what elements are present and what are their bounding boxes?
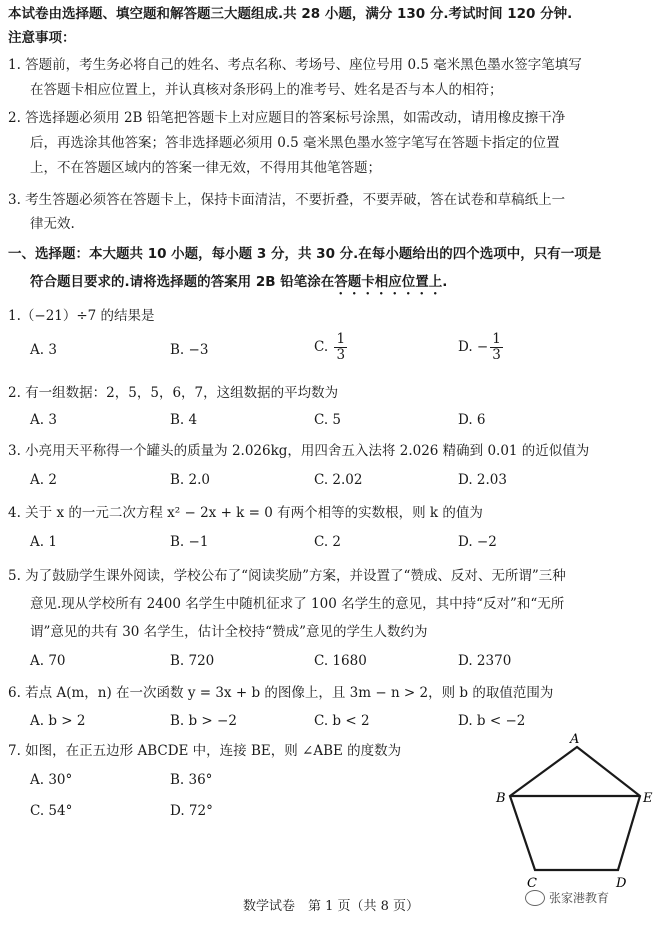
option-c: C. 5 <box>314 412 342 428</box>
emphasis-text: 答题卡相应位置上 <box>334 274 443 290</box>
vertex-label-c: C <box>527 876 537 890</box>
watermark <box>525 888 609 908</box>
notes-title: 注意事项： <box>8 30 76 46</box>
note-1-line-1: 1. 答题前，考生务必将自己的姓名、考点名称、考场号、座位号用 0.5 毫米黑色墨水签字笔填写 <box>8 57 582 73</box>
vertex-label-a: A <box>570 732 580 747</box>
pentagon-outline <box>510 747 640 870</box>
vertex-label-e: E <box>643 791 653 806</box>
option-c: C. b < 2 <box>314 713 370 729</box>
option-d: D. 2.03 <box>458 472 507 488</box>
note-3-line-1: 3. 考生答题必须答在答题卡上，保持卡面清洁，不要折叠，不要弄破，答在试卷和草稿纸上一 <box>8 192 566 208</box>
question-2-options <box>0 410 662 432</box>
option-a: A. 30° <box>30 772 73 788</box>
section-heading-end: . <box>442 274 448 290</box>
question-2-stem: 2. 有一组数据：2，5，5，6，7，这组数据的平均数为 <box>8 385 339 401</box>
question-7-stem: 7. 如图，在正五边形 ABCDE 中，连接 BE，则 ∠ABE 的度数为 <box>8 743 402 759</box>
question-3-stem: 3. 小亮用天平称得一个罐头的质量为 2.026kg，用四舍五入法将 2.026 精确到 0.01 的近似值为 <box>8 443 590 459</box>
question-5-options <box>0 651 662 673</box>
question-7-options-row-1 <box>0 770 400 792</box>
option-d: D. −2 <box>458 534 497 550</box>
fraction: $\frac{1}{3}$ <box>336 331 346 363</box>
option-d: D. 72° <box>170 803 213 819</box>
page-footer: 数学试卷 第 1 页（共 8 页） <box>242 899 420 914</box>
note-2-line-3: 上，不在答题区域内的答案一律无效，不得用其他笔答题； <box>30 160 381 176</box>
option-b: B. −3 <box>170 342 209 358</box>
question-3-options <box>0 470 662 492</box>
fraction: $\frac{1}{3}$ <box>492 331 501 363</box>
option-b: B. −1 <box>170 534 209 550</box>
question-1-options <box>0 331 662 363</box>
question-5-stem-line-3: 谓”意见的共有 30 名学生，估计全校持“赞成”意见的学生人数约为 <box>30 624 428 640</box>
option-c: C. 2 <box>314 534 342 550</box>
exam-intro: 本试卷由选择题、填空题和解答题三大题组成.共 28 小题，满分 130 分.考试时间 120 分钟. <box>8 6 573 22</box>
question-6-stem: 6. 若点 A(m，n) 在一次函数 y = 3x + b 的图像上，且 3m − n > 2，则 b 的取值范围为 <box>8 685 554 701</box>
option-a: A. 3 <box>30 342 57 358</box>
option-a: A. 2 <box>30 472 57 488</box>
note-1-line-2: 在答题卡相应位置上，并认真核对条形码上的准考号、姓名是否与本人的相符； <box>30 82 503 98</box>
question-4-stem: 4. 关于 x 的一元二次方程 x² − 2x + k = 0 有两个相等的实数根，则 k 的值为 <box>8 505 483 521</box>
note-2-line-2: 后，再选涂其他答案；答非选择题必须用 0.5 毫米黑色墨水签字笔写在答题卡指定的位置 <box>30 135 560 151</box>
note-2-line-1: 2. 答选择题必须用 2B 铅笔把答题卡上对应题目的答案标号涂黑，如需改动，请用橡皮擦干净 <box>8 110 566 126</box>
option-c: C. 1680 <box>314 653 367 669</box>
option-b: B. 4 <box>170 412 198 428</box>
option-a: A. 70 <box>30 653 66 669</box>
chat-bubble-icon <box>525 890 545 906</box>
watermark-text: 张家港教育 <box>549 891 610 905</box>
section-heading-line-2 <box>30 272 447 298</box>
pentagon-figure <box>490 730 660 890</box>
option-d: D. b < −2 <box>458 713 526 729</box>
option-c: C. 54° <box>30 803 73 819</box>
option-a: A. 3 <box>30 412 57 428</box>
vertex-label-d: D <box>616 876 627 890</box>
option-d: D. − $\frac{1}{3}$ <box>458 331 501 363</box>
option-c: C. 2.02 <box>314 472 363 488</box>
option-b: B. 36° <box>170 772 213 788</box>
option-a: A. b > 2 <box>30 713 86 729</box>
section-heading-line-1: 一、选择题：本大题共 10 小题，每小题 3 分，共 30 分.在每小题给出的四个选项中，只有一项是 <box>8 246 602 262</box>
question-4-options <box>0 532 662 554</box>
option-c: C. $\frac{1}{3}$ <box>314 331 346 363</box>
note-3-line-2: 律无效. <box>30 216 75 232</box>
option-a: A. 1 <box>30 534 57 550</box>
question-5-stem-line-2: 意见.现从学校所有 2400 名学生中随机征求了 100 名学生的意见，其中持“反对”和“无所 <box>30 596 565 612</box>
vertex-label-b: B <box>496 791 506 806</box>
section-heading-text: 符合题目要求的.请将选择题的答案用 2B 铅笔涂在 <box>30 274 335 290</box>
option-d: D. 2370 <box>458 653 512 669</box>
option-b: B. b > −2 <box>170 713 237 729</box>
question-1-stem: 1.（−21）÷7 的结果是 <box>8 308 155 324</box>
question-7-options-row-2 <box>0 801 400 823</box>
question-5-stem-line-1: 5. 为了鼓励学生课外阅读，学校公布了“阅读奖励”方案，并设置了“赞成、反对、无所谓”三种 <box>8 568 566 584</box>
option-d: D. 6 <box>458 412 486 428</box>
option-b: B. 2.0 <box>170 472 210 488</box>
option-b: B. 720 <box>170 653 215 669</box>
